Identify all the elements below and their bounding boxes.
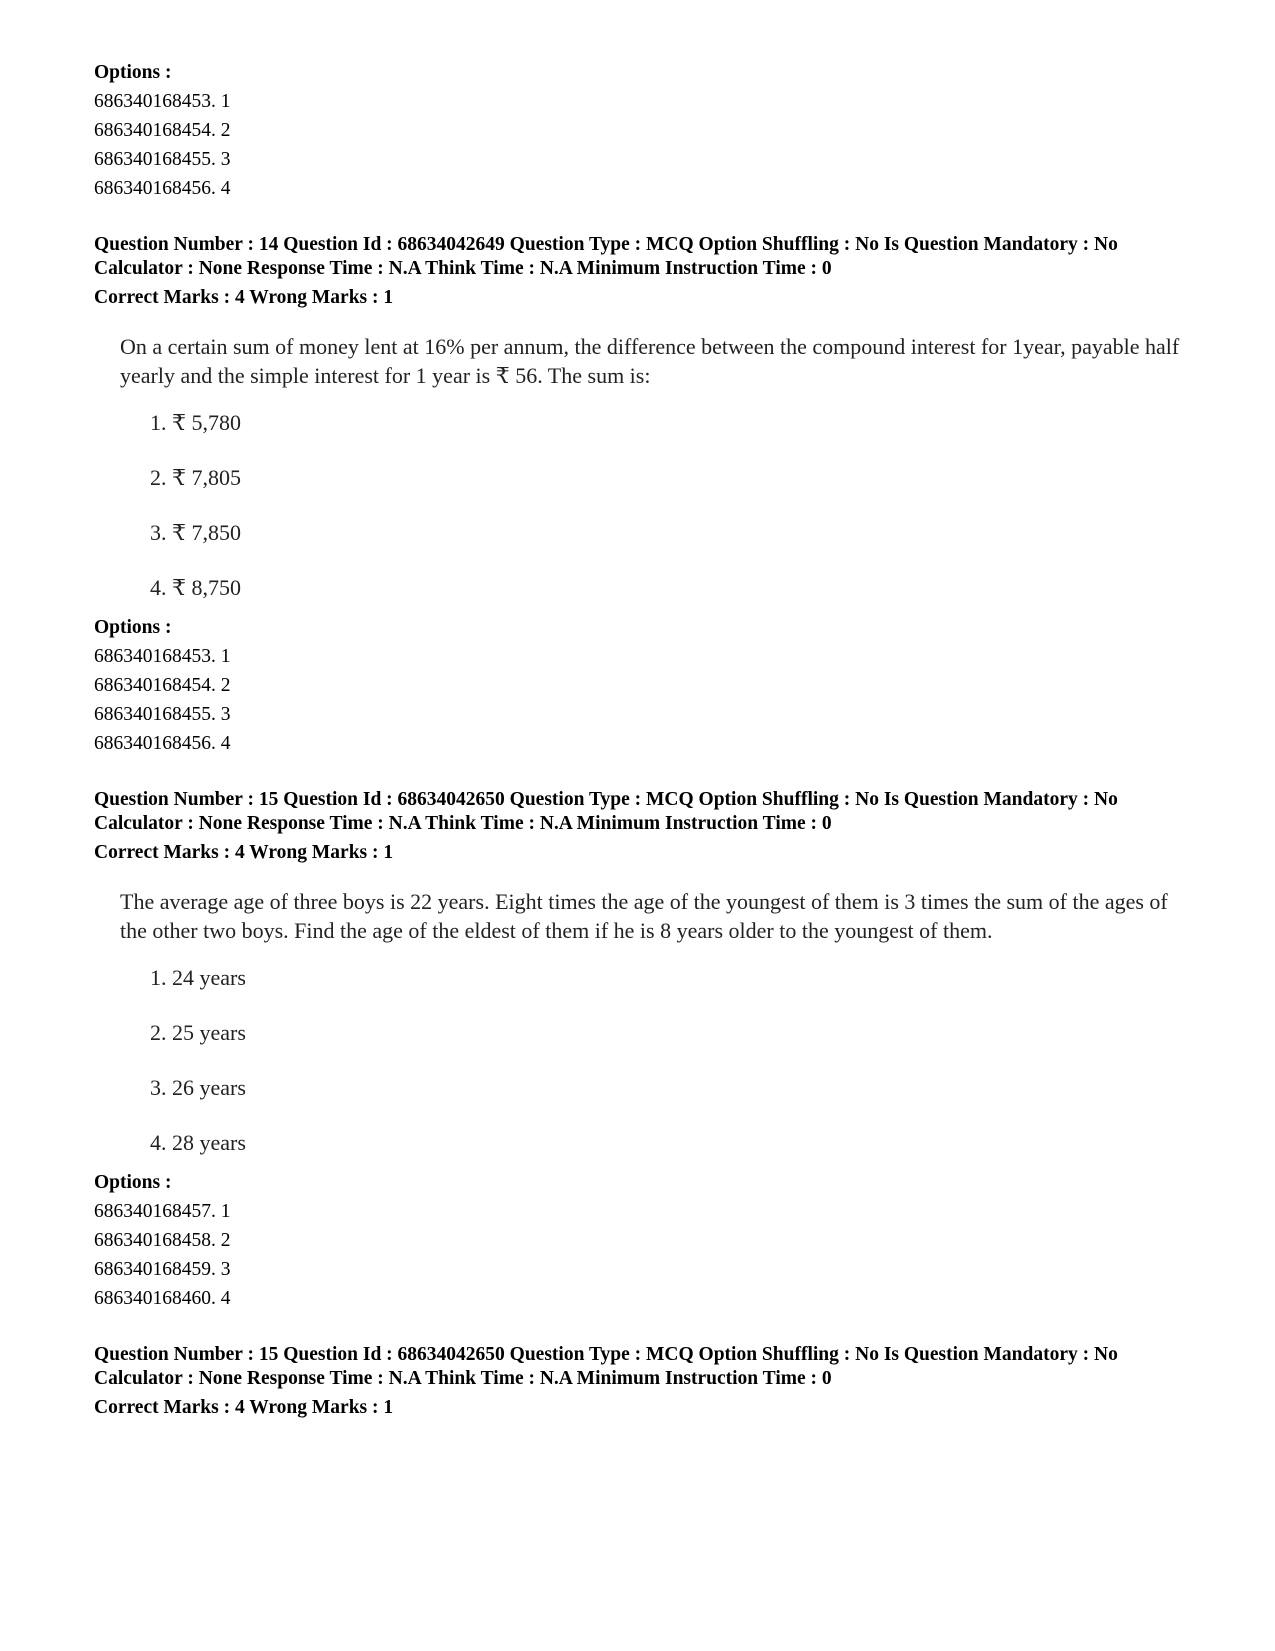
question-15-repeat — [94, 1343, 1194, 1422]
options-block-top — [94, 58, 1194, 203]
option-line: 686340168458. 2 — [94, 1230, 231, 1251]
option-line: 686340168455. 3 — [94, 704, 231, 725]
option-line: 686340168454. 2 — [94, 120, 231, 141]
question-body — [120, 332, 1194, 613]
document-page — [94, 58, 1194, 1422]
question-text: On a certain sum of money lent at 16% per annum, the difference between the compound interest for 1year, payable half yearly and the simple interest for 1 year is ₹ 56. The sum is: — [120, 334, 1180, 388]
answer-choice: 1. ₹ 5,780 — [150, 410, 241, 435]
option-line: 686340168454. 2 — [94, 675, 231, 696]
answer-choice: 2. ₹ 7,805 — [150, 465, 241, 490]
options-title: Options : — [94, 1172, 172, 1193]
option-line: 686340168453. 1 — [94, 91, 231, 112]
question-header: Question Number : 15 Question Id : 68634042650 Question Type : MCQ Option Shuffling : No Is Question Mandatory : No Calculator : None Response Time : N.A Think Time : N.A Minimum Instruction Time : 0 — [94, 1344, 1118, 1389]
answer-choice: 1. 24 years — [150, 965, 246, 990]
options-title: Options : — [94, 617, 172, 638]
question-header: Question Number : 14 Question Id : 68634042649 Question Type : MCQ Option Shuffling : No Is Question Mandatory : No Calculator : None Response Time : N.A Think Time : N.A Minimum Instruction Time : 0 — [94, 234, 1118, 279]
option-line: 686340168457. 1 — [94, 1201, 231, 1222]
question-15 — [94, 788, 1194, 1313]
question-body — [120, 887, 1194, 1168]
option-line: 686340168453. 1 — [94, 646, 231, 667]
option-line: 686340168456. 4 — [94, 178, 231, 199]
question-marks: Correct Marks : 4 Wrong Marks : 1 — [94, 842, 394, 863]
option-line: 686340168455. 3 — [94, 149, 231, 170]
answer-choice: 3. ₹ 7,850 — [150, 520, 241, 545]
answer-choice: 4. 28 years — [150, 1130, 246, 1155]
question-marks: Correct Marks : 4 Wrong Marks : 1 — [94, 287, 394, 308]
question-marks: Correct Marks : 4 Wrong Marks : 1 — [94, 1397, 394, 1418]
options-title: Options : — [94, 62, 172, 83]
question-header: Question Number : 15 Question Id : 68634042650 Question Type : MCQ Option Shuffling : No Is Question Mandatory : No Calculator : None Response Time : N.A Think Time : N.A Minimum Instruction Time : 0 — [94, 789, 1118, 834]
option-line: 686340168460. 4 — [94, 1288, 231, 1309]
question-text: The average age of three boys is 22 years. Eight times the age of the youngest of them is 3 times the sum of the ages of the other two boys. Find the age of the eldest of them if he is 8 years older to the youngest of them. — [120, 889, 1168, 943]
options-block — [94, 613, 1194, 758]
option-line: 686340168459. 3 — [94, 1259, 231, 1280]
question-14 — [94, 233, 1194, 758]
answer-choice: 3. 26 years — [150, 1075, 246, 1100]
answer-choice: 4. ₹ 8,750 — [150, 575, 241, 600]
answer-choice: 2. 25 years — [150, 1020, 246, 1045]
option-line: 686340168456. 4 — [94, 733, 231, 754]
options-block — [94, 1168, 1194, 1313]
